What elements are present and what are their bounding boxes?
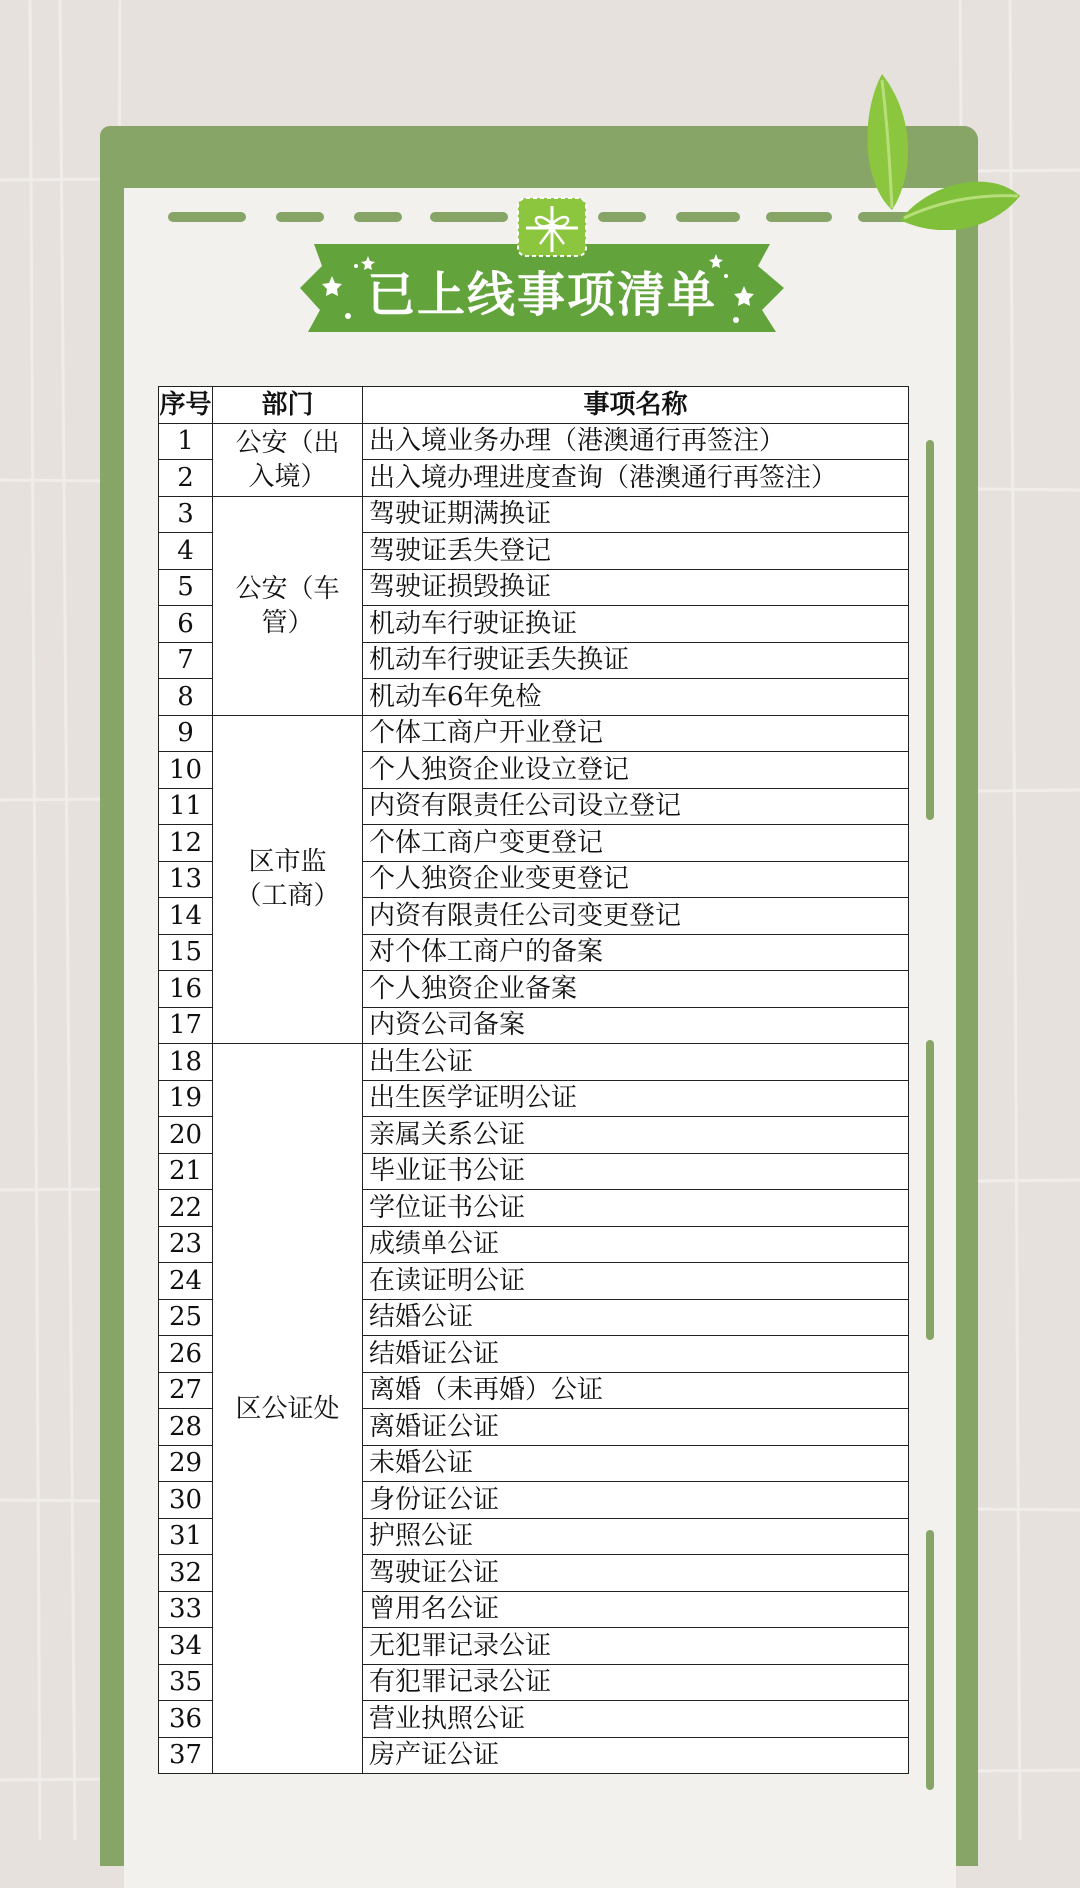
- item-name: 无犯罪记录公证: [363, 1628, 909, 1665]
- side-stitch: [926, 440, 934, 820]
- row-index: 35: [159, 1664, 213, 1701]
- item-name: 房产证公证: [363, 1737, 909, 1774]
- item-name: 内资公司备案: [363, 1007, 909, 1044]
- item-name: 驾驶证损毁换证: [363, 569, 909, 606]
- row-index: 28: [159, 1409, 213, 1446]
- gift-icon: [514, 194, 590, 260]
- item-name: 成绩单公证: [363, 1226, 909, 1263]
- row-index: 6: [159, 606, 213, 643]
- row-index: 8: [159, 679, 213, 716]
- page-title: 已上线事项清单: [366, 267, 717, 323]
- item-name: 离婚证公证: [363, 1409, 909, 1446]
- item-name: 机动车行驶证丢失换证: [363, 642, 909, 679]
- table-row: [159, 1044, 909, 1081]
- table-row: [159, 715, 909, 752]
- row-index: 30: [159, 1482, 213, 1519]
- header-index: 序号: [159, 387, 213, 424]
- row-index: 4: [159, 533, 213, 570]
- row-index: 22: [159, 1190, 213, 1227]
- item-name: 学位证书公证: [363, 1190, 909, 1227]
- row-index: 20: [159, 1117, 213, 1154]
- row-index: 23: [159, 1226, 213, 1263]
- row-index: 10: [159, 752, 213, 789]
- row-index: 29: [159, 1445, 213, 1482]
- side-stitch: [926, 1040, 934, 1340]
- department-label-line: 入境）: [248, 461, 327, 492]
- row-index: 31: [159, 1518, 213, 1555]
- item-name: 内资有限责任公司设立登记: [363, 788, 909, 825]
- item-name: 营业执照公证: [363, 1701, 909, 1738]
- department-label-line: 公安（出: [235, 427, 340, 458]
- item-name: 机动车行驶证换证: [363, 606, 909, 643]
- row-index: 25: [159, 1299, 213, 1336]
- row-index: 14: [159, 898, 213, 935]
- row-index: 15: [159, 934, 213, 971]
- department-label-line: 区市监: [248, 847, 327, 878]
- item-name: 个人独资企业变更登记: [363, 861, 909, 898]
- row-index: 1: [159, 423, 213, 460]
- department-cell: [213, 1044, 363, 1774]
- row-index: 7: [159, 642, 213, 679]
- header-item-name: 事项名称: [363, 387, 909, 424]
- item-name: 未婚公证: [363, 1445, 909, 1482]
- row-index: 24: [159, 1263, 213, 1300]
- item-name: 出入境业务办理（港澳通行再签注）: [363, 423, 909, 460]
- department-cell: [213, 423, 363, 496]
- table-row: [159, 496, 909, 533]
- row-index: 19: [159, 1080, 213, 1117]
- department-label-line: 区公证处: [235, 1393, 340, 1424]
- item-name: 护照公证: [363, 1518, 909, 1555]
- item-name: 离婚（未再婚）公证: [363, 1372, 909, 1409]
- row-index: 36: [159, 1701, 213, 1738]
- item-name: 个体工商户开业登记: [363, 715, 909, 752]
- item-name: 在读证明公证: [363, 1263, 909, 1300]
- item-name: 结婚证公证: [363, 1336, 909, 1373]
- row-index: 18: [159, 1044, 213, 1081]
- table-row: [159, 423, 909, 460]
- row-index: 26: [159, 1336, 213, 1373]
- item-name: 结婚公证: [363, 1299, 909, 1336]
- row-index: 12: [159, 825, 213, 862]
- header-department: 部门: [213, 387, 363, 424]
- row-index: 2: [159, 460, 213, 497]
- item-name: 机动车6年免检: [363, 679, 909, 716]
- row-index: 3: [159, 496, 213, 533]
- leaf-icon: [852, 70, 1022, 230]
- item-name: 出入境办理进度查询（港澳通行再签注）: [363, 460, 909, 497]
- department-cell: [213, 715, 363, 1044]
- item-name: 个人独资企业设立登记: [363, 752, 909, 789]
- item-name: 个体工商户变更登记: [363, 825, 909, 862]
- row-index: 27: [159, 1372, 213, 1409]
- row-index: 37: [159, 1737, 213, 1774]
- item-name: 驾驶证丢失登记: [363, 533, 909, 570]
- row-index: 17: [159, 1007, 213, 1044]
- side-stitch: [926, 1530, 934, 1790]
- table-body: [159, 423, 909, 1774]
- item-name: 内资有限责任公司变更登记: [363, 898, 909, 935]
- item-name: 亲属关系公证: [363, 1117, 909, 1154]
- item-name: 对个体工商户的备案: [363, 934, 909, 971]
- item-name: 有犯罪记录公证: [363, 1664, 909, 1701]
- department-cell: [213, 496, 363, 715]
- item-name: 个人独资企业备案: [363, 971, 909, 1008]
- item-name: 曾用名公证: [363, 1591, 909, 1628]
- item-name: 身份证公证: [363, 1482, 909, 1519]
- row-index: 13: [159, 861, 213, 898]
- row-index: 32: [159, 1555, 213, 1592]
- department-label-line: （工商）: [235, 881, 340, 912]
- table-header-row: [159, 387, 909, 424]
- item-name: 出生医学证明公证: [363, 1080, 909, 1117]
- row-index: 16: [159, 971, 213, 1008]
- item-name: 驾驶证公证: [363, 1555, 909, 1592]
- item-name: 毕业证书公证: [363, 1153, 909, 1190]
- item-name: 出生公证: [363, 1044, 909, 1081]
- row-index: 11: [159, 788, 213, 825]
- row-index: 5: [159, 569, 213, 606]
- row-index: 34: [159, 1628, 213, 1665]
- items-table: [158, 386, 909, 1774]
- department-label-line: 公安（车: [235, 573, 340, 604]
- row-index: 21: [159, 1153, 213, 1190]
- row-index: 9: [159, 715, 213, 752]
- department-label-line: 管）: [261, 607, 314, 638]
- item-name: 驾驶证期满换证: [363, 496, 909, 533]
- row-index: 33: [159, 1591, 213, 1628]
